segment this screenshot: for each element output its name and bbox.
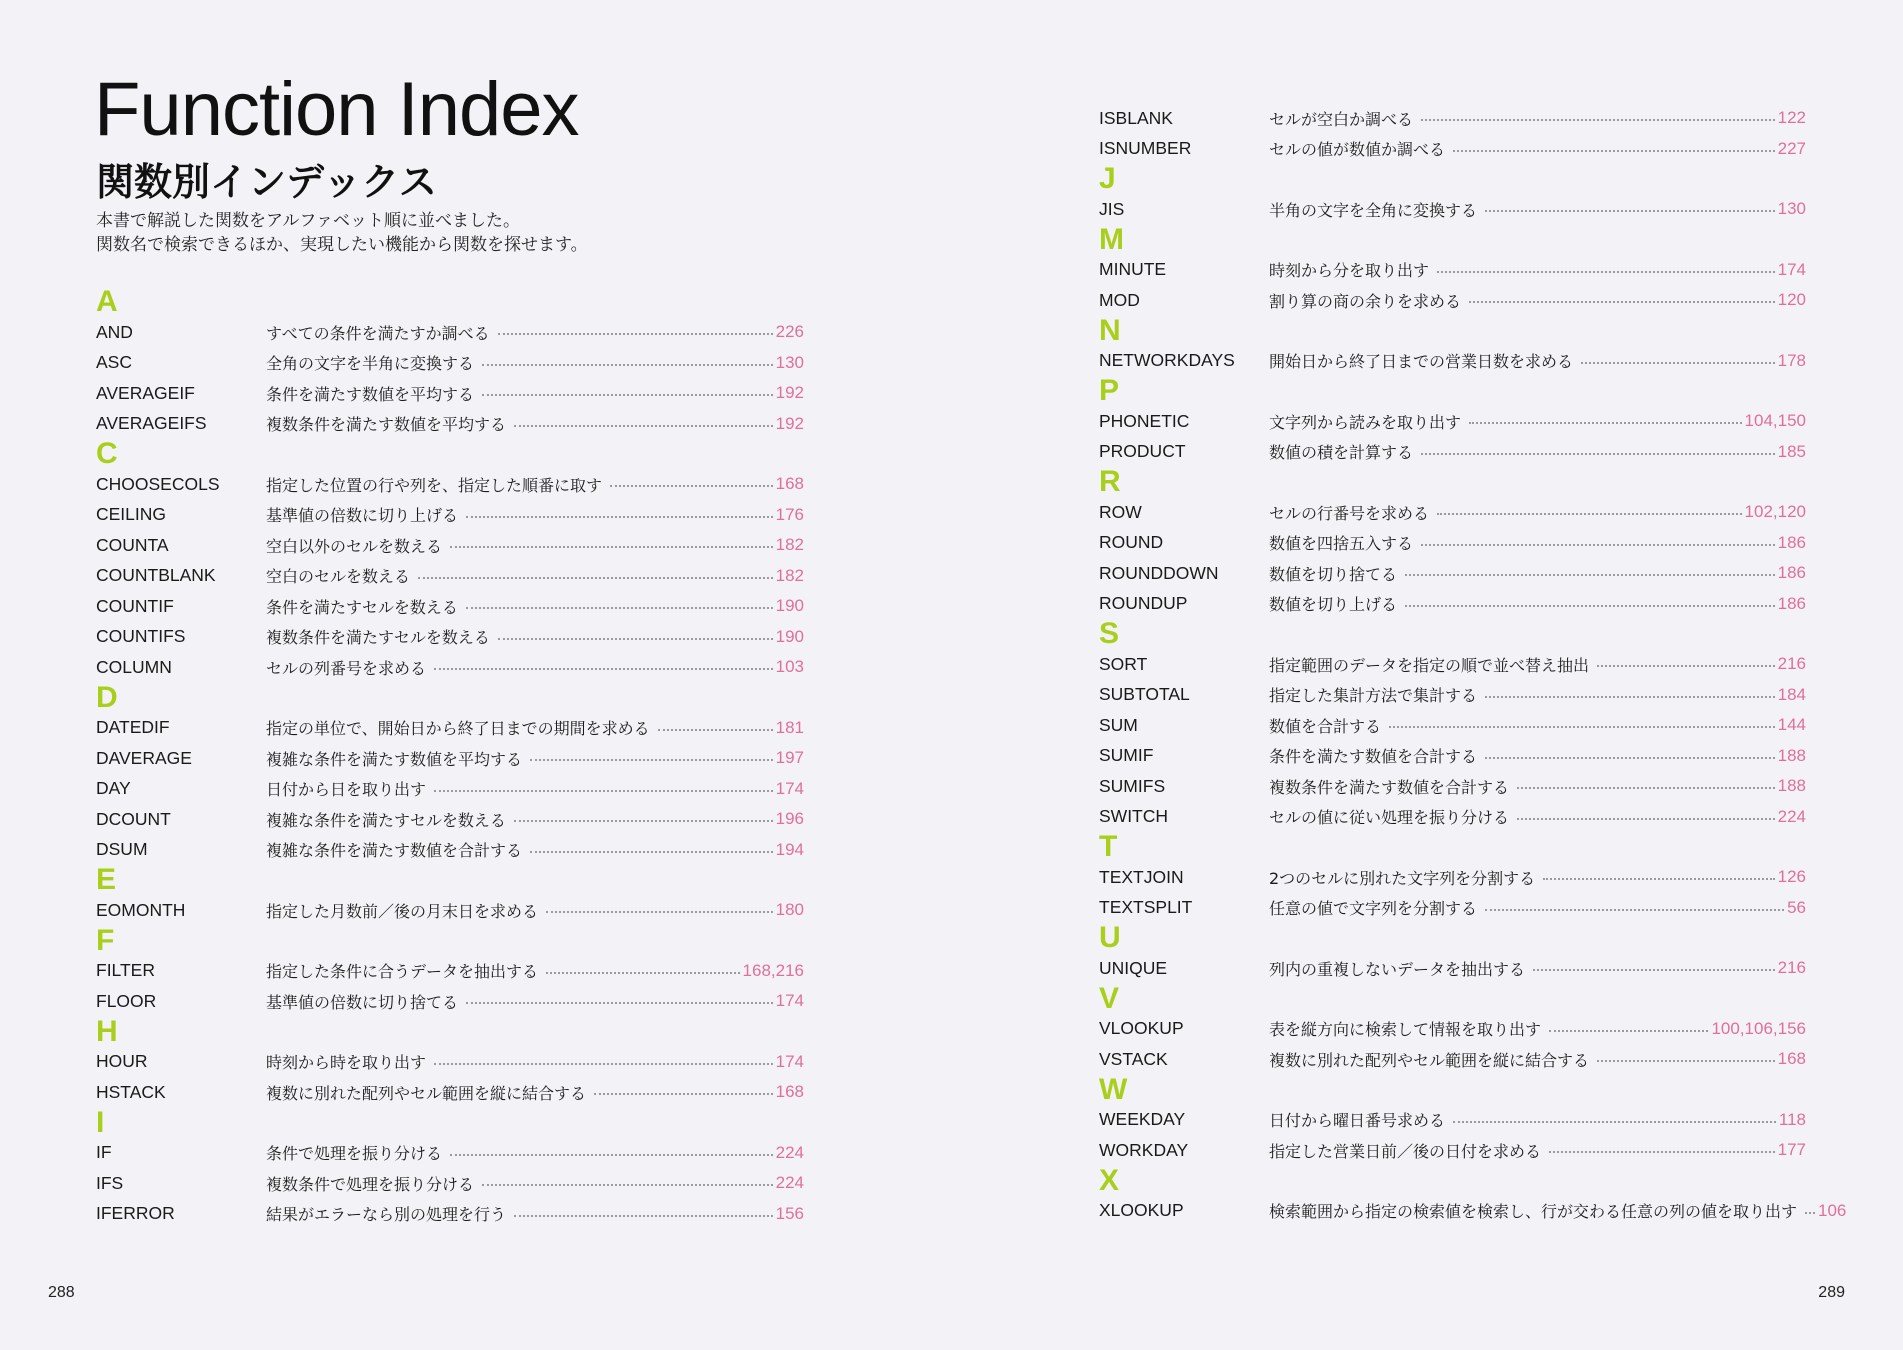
page-reference: 188 <box>1777 745 1806 765</box>
dot-leader <box>1405 574 1775 576</box>
index-entry <box>1099 802 1806 833</box>
page-reference: 176 <box>775 504 804 524</box>
index-entry <box>96 317 804 348</box>
function-name: NETWORKDAYS <box>1099 350 1235 371</box>
function-name: UNIQUE <box>1099 957 1168 978</box>
function-name: SORT <box>1099 653 1148 674</box>
dot-leader <box>450 1154 773 1156</box>
index-entry <box>1099 255 1806 286</box>
dot-leader <box>1453 150 1775 152</box>
index-section <box>1099 467 1806 619</box>
function-description: 複数条件を満たすセルを数える <box>266 628 490 648</box>
index-entry <box>96 348 804 379</box>
function-description: セルの値が数値か調べる <box>1269 140 1446 160</box>
function-name: COUNTBLANK <box>96 565 216 586</box>
page-reference: 168 <box>775 474 804 494</box>
function-description: 条件を満たす数値を合計する <box>1269 747 1478 767</box>
function-description: 複数条件で処理を振り分ける <box>266 1174 475 1194</box>
function-description: 表を縦方向に検索して情報を取り出す <box>1269 1020 1542 1040</box>
function-name: COUNTIFS <box>96 626 186 647</box>
dot-leader <box>450 546 773 548</box>
section-letter: J <box>1099 162 1116 195</box>
function-name: FLOOR <box>96 990 157 1011</box>
function-description: セルが空白か調べる <box>1269 109 1414 129</box>
dot-leader <box>1421 544 1775 546</box>
page-reference: 103 <box>775 657 804 677</box>
section-letter: W <box>1099 1072 1128 1106</box>
index-section <box>96 439 804 683</box>
function-name: PRODUCT <box>1099 441 1186 462</box>
function-name: ROW <box>1099 501 1142 522</box>
dot-leader <box>610 485 773 487</box>
function-description: 複数条件を満たす数値を合計する <box>1269 777 1510 797</box>
index-entry <box>96 774 804 805</box>
index-entry <box>1099 346 1806 377</box>
index-entry <box>96 804 804 835</box>
function-name: AVERAGEIF <box>96 382 195 403</box>
dot-leader <box>1517 787 1775 789</box>
dot-leader <box>418 577 773 579</box>
index-entry <box>1099 649 1806 680</box>
page-reference: 174 <box>1777 259 1806 279</box>
index-entry <box>96 500 804 531</box>
function-name: IFS <box>96 1172 124 1193</box>
index-entry <box>1099 134 1806 165</box>
function-description: 任意の値で文字列を分割する <box>1269 899 1478 919</box>
page-reference: 56 <box>1787 897 1806 917</box>
index-entry <box>96 956 804 987</box>
dot-leader <box>658 729 773 731</box>
section-letter: E <box>96 863 117 896</box>
dot-leader <box>482 1184 773 1186</box>
page-reference: 196 <box>775 809 804 829</box>
page-reference: 192 <box>775 383 804 403</box>
section-letter: C <box>96 437 118 470</box>
function-description: 指定の単位で、開始日から終了日までの期間を求める <box>266 719 650 739</box>
index-column-left <box>96 287 804 1229</box>
dot-leader <box>1485 696 1775 698</box>
index-entry <box>96 530 804 561</box>
section-letter: X <box>1099 1163 1120 1197</box>
function-name: TEXTJOIN <box>1099 866 1184 887</box>
function-name: WORKDAY <box>1099 1139 1189 1160</box>
index-entry <box>96 652 804 683</box>
function-description: 複数に別れた配列やセル範囲を縦に結合する <box>1269 1050 1590 1070</box>
section-letter: M <box>1099 222 1124 256</box>
section-letter: N <box>1099 313 1121 347</box>
function-description: 数値の積を計算する <box>1269 443 1414 463</box>
function-name: EOMONTH <box>96 899 186 920</box>
index-entry <box>1099 1135 1806 1166</box>
page-title: Function Index <box>94 67 579 152</box>
index-section <box>96 1105 804 1230</box>
dot-leader <box>546 911 773 913</box>
index-entry <box>1099 194 1806 225</box>
index-section <box>1099 981 1806 1075</box>
function-description: 条件で処理を振り分ける <box>266 1144 443 1164</box>
function-description: 指定した営業日前／後の日付を求める <box>1269 1141 1542 1161</box>
function-name: IF <box>96 1142 112 1163</box>
dot-leader <box>1485 909 1784 911</box>
page-reference: 118 <box>1778 1109 1806 1129</box>
index-entry <box>1099 497 1806 528</box>
page-reference: 192 <box>775 413 804 433</box>
index-entry <box>1099 893 1806 924</box>
function-name: SUBTOTAL <box>1099 684 1190 705</box>
page-reference: 168 <box>1777 1049 1806 1069</box>
dot-leader <box>1405 605 1775 607</box>
index-entry <box>96 713 804 744</box>
page-reference: 144 <box>1777 715 1806 735</box>
function-name: DCOUNT <box>96 808 171 829</box>
index-entry <box>1099 589 1806 620</box>
page-number-left: 288 <box>48 1284 75 1301</box>
function-name: DAY <box>96 778 131 799</box>
function-name: SUM <box>1099 714 1138 735</box>
dot-leader <box>434 668 773 670</box>
function-name: ISNUMBER <box>1099 138 1192 159</box>
index-entry <box>1099 285 1806 316</box>
dot-leader <box>530 851 773 853</box>
page-reference: 126 <box>1777 867 1806 887</box>
function-name: ROUND <box>1099 532 1164 553</box>
index-entry <box>1099 680 1806 711</box>
index-entry <box>1099 953 1806 984</box>
index-entry <box>1099 710 1806 741</box>
page-reference: 194 <box>775 839 804 859</box>
page-reference: 174 <box>775 1051 804 1071</box>
intro-text <box>96 209 588 257</box>
dot-leader <box>1549 1151 1775 1153</box>
function-description: 基準値の倍数に切り上げる <box>266 506 459 526</box>
dot-leader <box>1485 210 1775 212</box>
index-entry <box>96 561 804 592</box>
index-entry <box>96 1138 804 1169</box>
index-entry <box>1099 558 1806 589</box>
page-reference: 216 <box>1777 654 1806 674</box>
dot-leader <box>1533 969 1775 971</box>
dot-leader <box>514 1215 773 1217</box>
page-reference: 197 <box>775 748 804 768</box>
section-letter: H <box>96 1014 118 1048</box>
function-description: 指定範囲のデータを指定の順で並べ替え抽出 <box>1269 655 1590 675</box>
page-reference: 178 <box>1777 350 1806 370</box>
page-reference: 180 <box>775 900 804 920</box>
function-description: 数値を四捨五入する <box>1269 534 1414 554</box>
function-description: 数値を切り捨てる <box>1269 564 1398 584</box>
page-reference: 122 <box>1777 108 1806 128</box>
function-description: 指定した条件に合うデータを抽出する <box>266 962 539 982</box>
dot-leader <box>1549 1030 1708 1032</box>
page-reference: 182 <box>775 565 804 585</box>
dot-leader <box>514 820 773 822</box>
dot-leader <box>434 790 773 792</box>
page-reference: 227 <box>1777 138 1806 158</box>
dot-leader <box>1581 362 1775 364</box>
page-number-right: 289 <box>1818 1284 1845 1301</box>
section-letter: T <box>1099 830 1118 863</box>
dot-leader <box>1485 757 1775 759</box>
function-name: AVERAGEIFS <box>96 413 207 434</box>
index-entry <box>96 591 804 622</box>
index-section <box>1099 1163 1847 1227</box>
function-name: COUNTA <box>96 534 169 555</box>
function-description: 文字列から読みを取り出す <box>1269 412 1462 432</box>
function-name: MOD <box>1099 289 1140 310</box>
dot-leader <box>1421 119 1775 121</box>
page-reference: 106 <box>1818 1200 1847 1220</box>
dot-leader <box>1389 726 1775 728</box>
page-reference: 100,106,156 <box>1711 1018 1806 1038</box>
function-description: 日付から日を取り出す <box>266 780 427 800</box>
function-description: 複数条件を満たす数値を平均する <box>266 415 507 435</box>
index-entry <box>1099 1196 1847 1227</box>
function-name: SWITCH <box>1099 806 1169 827</box>
dot-leader <box>1469 301 1775 303</box>
function-name: AND <box>96 321 133 342</box>
function-description: 全角の文字を半角に変換する <box>266 354 475 374</box>
function-name: CHOOSECOLS <box>96 473 220 494</box>
section-letter: A <box>96 285 118 318</box>
page-reference: 186 <box>1777 563 1806 583</box>
index-entry <box>96 409 804 440</box>
index-entry <box>96 835 804 866</box>
index-section <box>1099 164 1806 225</box>
page-reference: 190 <box>775 626 804 646</box>
dot-leader <box>1543 878 1774 880</box>
page-reference: 130 <box>775 352 804 372</box>
page-reference: 184 <box>1777 684 1806 704</box>
function-description: 指定した月数前／後の月末日を求める <box>266 901 539 921</box>
function-name: HOUR <box>96 1051 148 1072</box>
dot-leader <box>546 972 740 974</box>
function-description: 時刻から時を取り出す <box>266 1053 427 1073</box>
function-description: すべての条件を満たすか調べる <box>266 323 490 343</box>
dot-leader <box>466 1002 773 1004</box>
section-letter: U <box>1099 921 1121 954</box>
function-description: セルの行番号を求める <box>1269 503 1430 523</box>
function-name: ROUNDUP <box>1099 593 1188 614</box>
index-section <box>1099 832 1806 923</box>
index-entry <box>1099 406 1806 437</box>
function-description: 列内の重複しないデータを抽出する <box>1269 959 1526 979</box>
page-reference: 168 <box>775 1082 804 1102</box>
index-section <box>96 865 804 926</box>
function-description: 割り算の商の余りを求める <box>1269 291 1462 311</box>
index-entry <box>1099 1044 1806 1075</box>
function-description: 数値を合計する <box>1269 716 1382 736</box>
index-entry <box>1099 771 1806 802</box>
index-column-right <box>1099 103 1847 1226</box>
function-name: SUMIFS <box>1099 775 1166 796</box>
page-reference: 156 <box>775 1203 804 1223</box>
page-reference: 186 <box>1777 593 1806 613</box>
function-name: XLOOKUP <box>1099 1200 1184 1221</box>
section-letter: S <box>1099 617 1120 650</box>
dot-leader <box>434 1063 773 1065</box>
page-reference: 104,150 <box>1744 411 1806 431</box>
index-section <box>96 923 804 1017</box>
function-description: 条件を満たすセルを数える <box>266 597 458 617</box>
function-description: 数値を切り上げる <box>1269 595 1398 615</box>
intro-line: 関数名で検索できるほか、実現したい機能から関数を探せます。 <box>96 235 588 255</box>
function-name: TEXTSPLIT <box>1099 897 1193 918</box>
index-entry <box>96 986 804 1017</box>
function-name: ASC <box>96 352 132 373</box>
intro-line: 本書で解説した関数をアルファベット順に並べました。 <box>96 211 520 231</box>
function-description: 条件を満たす数値を平均する <box>266 384 475 404</box>
function-name: WEEKDAY <box>1099 1109 1186 1130</box>
dot-leader <box>482 364 773 366</box>
dot-leader <box>1437 271 1775 273</box>
dot-leader <box>594 1093 773 1095</box>
function-description: 複雑な条件を満たすセルを数える <box>266 810 506 830</box>
section-letter: R <box>1099 465 1121 498</box>
function-name: MINUTE <box>1099 259 1167 280</box>
index-section <box>1099 1072 1806 1166</box>
dot-leader <box>466 516 773 518</box>
page-reference: 174 <box>775 991 804 1011</box>
page-reference: 182 <box>775 535 804 555</box>
index-section <box>1099 313 1806 377</box>
dot-leader <box>498 638 773 640</box>
function-description: 複雑な条件を満たす数値を合計する <box>266 841 523 861</box>
index-entry <box>1099 437 1806 468</box>
section-letter: F <box>96 923 115 957</box>
index-entry <box>96 895 804 926</box>
section-letter: V <box>1099 981 1120 1015</box>
page-reference: 216 <box>1777 958 1806 978</box>
function-name: DSUM <box>96 839 148 860</box>
page-reference: 102,120 <box>1744 502 1806 522</box>
dot-leader <box>1597 665 1775 667</box>
index-section <box>1099 376 1806 467</box>
index-entry <box>96 622 804 653</box>
function-description: 結果がエラーなら別の処理を行う <box>266 1205 507 1225</box>
function-name: SUMIF <box>1099 745 1154 766</box>
page-reference: 224 <box>1777 806 1806 826</box>
index-entry <box>1099 1105 1806 1136</box>
page-reference: 188 <box>1777 776 1806 796</box>
function-name: VSTACK <box>1099 1048 1168 1069</box>
function-name: PHONETIC <box>1099 410 1190 431</box>
dot-leader <box>1517 818 1775 820</box>
index-section <box>1099 923 1806 984</box>
page-reference: 177 <box>1777 1140 1806 1160</box>
dot-leader <box>466 607 773 609</box>
function-name: HSTACK <box>96 1081 166 1102</box>
dot-leader <box>1805 1212 1815 1214</box>
index-entry <box>96 1168 804 1199</box>
dot-leader <box>514 425 773 427</box>
function-name: CEILING <box>96 504 167 525</box>
dot-leader <box>1437 513 1742 515</box>
page-reference: 226 <box>775 322 804 342</box>
function-name: IFERROR <box>96 1203 175 1224</box>
function-name: FILTER <box>96 960 155 981</box>
dot-leader <box>1421 453 1775 455</box>
page-reference: 120 <box>1777 290 1806 310</box>
dot-leader <box>482 394 773 396</box>
section-letter: P <box>1099 374 1120 407</box>
function-description: 日付から曜日番号求める <box>1269 1111 1446 1131</box>
function-description: 2つのセルに別れた文字列を分割する <box>1269 868 1536 888</box>
function-description: 指定した位置の行や列を、指定した順番に取す <box>266 475 603 495</box>
page-reference: 181 <box>775 717 804 737</box>
index-section <box>96 680 804 866</box>
page-reference: 190 <box>775 596 804 616</box>
function-description: 指定した集計方法で集計する <box>1269 686 1478 706</box>
dot-leader <box>498 333 773 335</box>
index-section <box>1099 103 1806 164</box>
function-name: ISBLANK <box>1099 107 1173 128</box>
index-entry <box>96 743 804 774</box>
function-description: セルの列番号を求める <box>266 658 427 678</box>
function-description: 半角の文字を全角に変換する <box>1269 200 1478 220</box>
function-name: VLOOKUP <box>1099 1018 1184 1039</box>
dot-leader <box>1597 1060 1775 1062</box>
page-subtitle: 関数別インデックス <box>96 160 437 204</box>
function-name: COUNTIF <box>96 595 174 616</box>
index-entry <box>1099 528 1806 559</box>
page-reference: 224 <box>775 1173 804 1193</box>
function-description: 時刻から分を取り出す <box>1269 261 1430 281</box>
page-reference: 186 <box>1777 532 1806 552</box>
index-section <box>96 287 804 439</box>
page-reference: 224 <box>775 1142 804 1162</box>
page-reference: 168,216 <box>742 960 804 980</box>
function-name: ROUNDDOWN <box>1099 562 1219 583</box>
index-entry <box>96 378 804 409</box>
page-reference: 130 <box>1777 199 1806 219</box>
dot-leader <box>1469 422 1742 424</box>
page-reference: 185 <box>1777 441 1806 461</box>
dot-leader <box>1453 1121 1776 1123</box>
section-letter: I <box>96 1105 105 1139</box>
function-description: 空白のセルを数える <box>266 567 411 587</box>
index-entry <box>1099 103 1806 134</box>
function-description: セルの値に従い処理を振り分ける <box>1269 808 1510 828</box>
function-name: DATEDIF <box>96 717 170 738</box>
function-description: 基準値の倍数に切り捨てる <box>266 992 459 1012</box>
index-section <box>96 1014 804 1108</box>
index-entry <box>96 469 804 500</box>
index-section <box>1099 222 1806 316</box>
index-entry <box>1099 741 1806 772</box>
function-name: JIS <box>1099 198 1125 219</box>
index-entry <box>1099 862 1806 893</box>
function-name: DAVERAGE <box>96 747 192 768</box>
index-section <box>1099 619 1806 832</box>
index-entry <box>1099 1014 1806 1045</box>
index-entry <box>96 1047 804 1078</box>
section-letter: D <box>96 680 118 714</box>
dot-leader <box>530 759 773 761</box>
function-description: 複数に別れた配列やセル範囲を縦に結合する <box>266 1083 587 1103</box>
function-description: 空白以外のセルを数える <box>266 536 443 556</box>
page-reference: 174 <box>775 778 804 798</box>
function-description: 複雑な条件を満たす数値を平均する <box>266 749 523 769</box>
index-entry <box>96 1199 804 1230</box>
function-name: COLUMN <box>96 656 172 677</box>
index-entry <box>96 1077 804 1108</box>
function-description: 検索範囲から指定の検索値を検索し、行が交わる任意の列の値を取り出す <box>1269 1202 1798 1222</box>
function-description: 開始日から終了日までの営業日数を求める <box>1269 352 1574 372</box>
